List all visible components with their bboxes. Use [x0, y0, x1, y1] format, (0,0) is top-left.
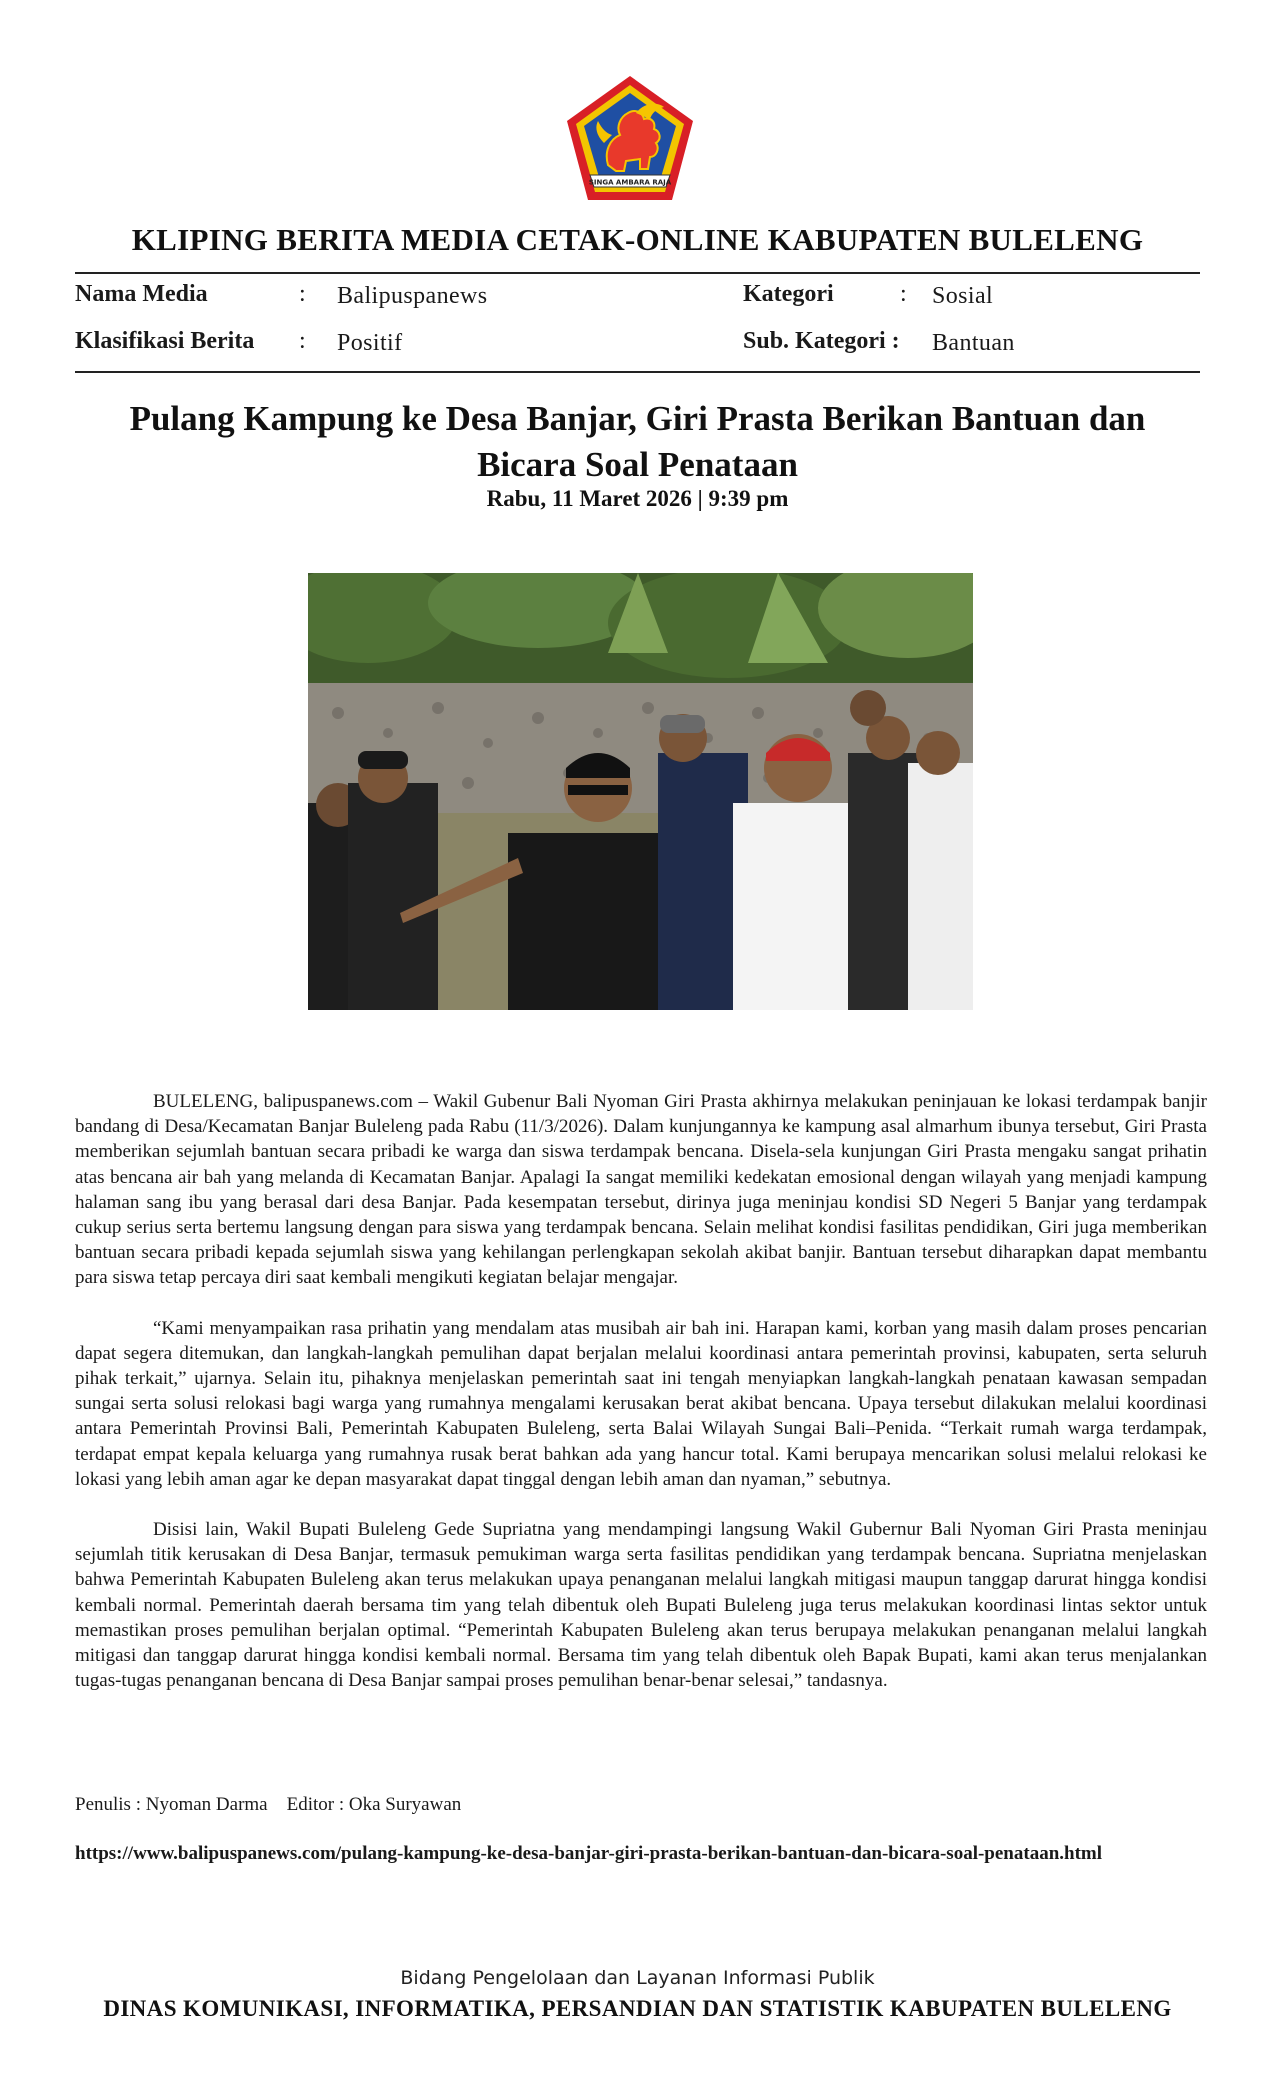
article-credits: Penulis : Nyoman Darma Editor : Oka Suryawan: [75, 1794, 462, 1815]
meta-kategori-row: [743, 281, 834, 308]
media-value: Balipuspanews: [337, 283, 488, 309]
article-paragraph: “Kami menyampaikan rasa prihatin yang mendalam atas musibah air bah ini. Harapan kami, korban yang masih dalam proses pencarian dapat segera ditemukan, dan langkah-langkah pemulihan dapat berjalan melalui koordinasi antara pemerintah provinsi, kabupaten, serta seluruh pihak terkait,” ujarnya. Selain itu, pihaknya menjelaskan pemerintah saat ini tengah menyiapkan langkah-langkah penataan kawasan sempadan sungai serta solusi relokasi bagi warga yang rumahnya mengalami kerusakan berat akibat bencana. Upaya tersebut dilakukan melalui koordinasi antara Pemerintah Provinsi Bali, Pemerintah Kabupaten Buleleng, serta Balai Wilayah Sungai Bali–Penida. “Terkait rumah warga terdampak, terdapat empat kepala keluarga yang rumahnya rusak berat bahkan ada yang hancur total. Kami berupaya mencarikan solusi melalui relokasi ke lokasi yang lebih aman agar ke depan masyarakat dapat tinggal dengan lebih aman dan nyaman,” sebutnya.: [75, 1317, 1207, 1490]
news-photo-icon: [308, 573, 973, 1010]
header-bottom-divider: [75, 371, 1200, 373]
article-paragraph: BULELENG, balipuspanews.com – Wakil Gubenur Bali Nyoman Giri Prasta akhirnya melakukan peninjauan ke lokasi terdampak banjir bandang di Desa/Kecamatan Banjar Buleleng pada Rabu (11/3/2026). Dalam kunjungannya ke kampung asal almarhum ibunya tersebut, Giri Prasta memberikan sejumlah bantuan secara pribadi ke warga dan siswa terdampak bencana. Disela-sela kunjungan Giri Prasta mengaku sangat prihatin atas bencana air bah yang melanda di Kecamatan Banjar. Apalagi Ia sangat memiliki kedekatan emosional dengan wilayah yang menjadi kampung halaman sang ibu yang berasal dari desa Banjar. Pada kesempatan tersebut, dirinya juga meninjau kondisi SD Negeri 5 Banjar yang terdampak cukup serius serta bertemu langsung dengan para siswa yang terdampak bencana. Selain melihat kondisi fasilitas pendidikan, Giri juga memberikan bantuan secara pribadi kepada sejumlah siswa yang kehilangan perlengkapan sekolah akibat banjir. Bantuan tersebut diharapkan dapat membantu para siswa tetap percaya diri saat kembali mengikuti kegiatan belajar mengajar.: [75, 1091, 1207, 1289]
klasifikasi-colon: :: [299, 328, 306, 354]
klasifikasi-label: Klasifikasi Berita: [75, 328, 255, 354]
subkategori-value: Bantuan: [932, 330, 1015, 356]
meta-media-row: [75, 281, 208, 308]
media-label: Nama Media: [75, 281, 208, 307]
header-top-divider: [75, 272, 1200, 274]
kategori-colon: :: [900, 281, 907, 307]
page-header-title: KLIPING BERITA MEDIA CETAK-ONLINE KABUPATEN BULELENG: [131, 222, 1144, 257]
article-photo: [308, 573, 973, 1010]
kategori-value: Sosial: [932, 283, 994, 309]
footer-agency: DINAS KOMUNIKASI, INFORMATIKA, PERSANDIAN DAN STATISTIK KABUPATEN BULELENG: [103, 1996, 1172, 2021]
article-source-link[interactable]: https://www.balipuspanews.com/pulang-kampung-ke-desa-banjar-giri-prasta-berikan-bantuan-dan-bicara-soal-penataan.html: [75, 1843, 1103, 1864]
article-paragraph: Disisi lain, Wakil Bupati Buleleng Gede Supriatna yang mendampingi langsung Wakil Gubernur Bali Nyoman Giri Prasta meninjau sejumlah titik kerusakan di Desa Banjar, termasuk pemukiman warga serta fasilitas pendidikan yang terdampak bencana. Supriatna menjelaskan bahwa Pemerintah Kabupaten Buleleng akan terus melakukan upaya penanganan melalui langkah mitigasi maupun tanggap darurat hingga kondisi kembali normal. Pemerintah daerah bersama tim yang telah dibentuk oleh Bupati Buleleng juga terus melakukan koordinasi lintas sektor untuk memastikan proses pemulihan berjalan optimal. “Pemerintah Kabupaten Buleleng akan terus berupaya melakukan penanganan melalui langkah mitigasi dan tanggap darurat hingga kondisi kembali normal. Bersama tim yang telah dibentuk oleh Bapak Bupati, kami akan terus menjalankan tugas-tugas penanganan bencana di Desa Banjar sampai proses pemulihan benar-benar selesai,” tandasnya.: [75, 1519, 1207, 1692]
subkategori-label: Sub. Kategori :: [743, 328, 900, 354]
emblem-motto: SINGA AMBARA RAJA: [588, 178, 672, 187]
klasifikasi-value: Positif: [337, 330, 403, 356]
meta-subkategori-row: [743, 328, 900, 355]
article-date: Rabu, 11 Maret 2026 | 9:39 pm: [486, 486, 789, 511]
kategori-label: Kategori: [743, 281, 834, 307]
media-colon: :: [299, 281, 306, 307]
meta-klasifikasi-row: [75, 328, 254, 355]
footer-department: Bidang Pengelolaan dan Layanan Informasi Publik: [400, 1967, 875, 1989]
article-body: [75, 1089, 1207, 1718]
regency-emblem-icon: [564, 73, 696, 203]
article-title: Pulang Kampung ke Desa Banjar, Giri Prasta Berikan Bantuan dan Bicara Soal Penataan: [129, 399, 1146, 484]
